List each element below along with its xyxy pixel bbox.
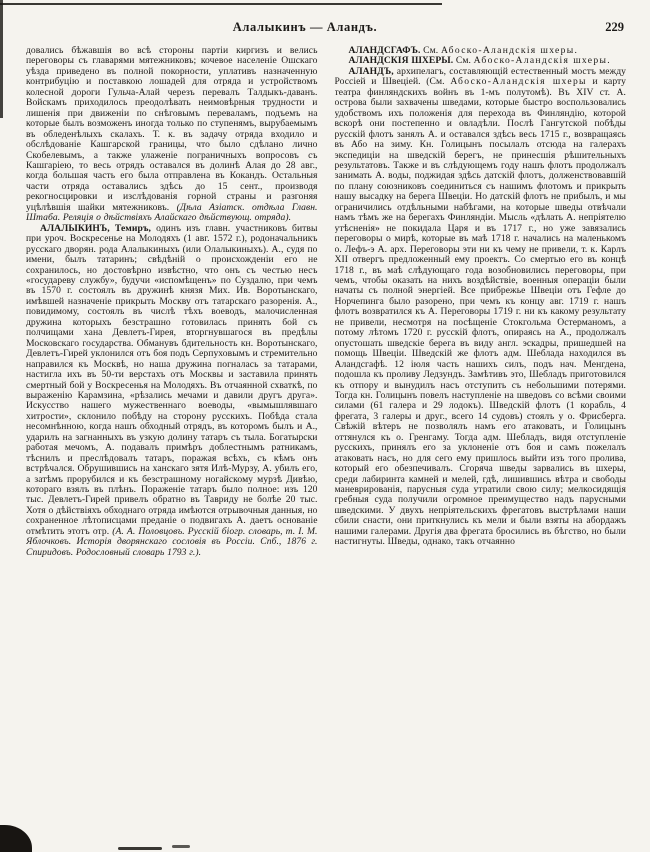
paragraph-alandskia-shkhery-entry: АЛАНДСКІЯ ШХЕРЫ. См. Абоско-Аландскія шхеры. — [348, 55, 610, 67]
right-column — [335, 46, 627, 846]
running-title: Алалыкинъ — Аландъ. — [232, 20, 378, 34]
paragraph-aland-entry: АЛАНДЪ, архипелагъ, составляющій естественный мостъ между Россіей и Швеціей. (См. Абоско-Аландскія шхеры и карту театра финляндскихъ войнъ въ 1-мъ полутомѣ). Въ XIV ст. А. острова были захвачены шведами, которые быстро воспользовались удобствомъ ихъ положенія для перехода въ Финляндію, которой вскорѣ они постепенно и овладѣли. Послѣ Гангутской побѣды русскій флотъ занялъ А. и оставался здѣсь весь 1715 г., возвращаясь въ Або на зиму. Кн. Голицынъ посылалъ отсюда на галерахъ экспедиціи на шведскій берегъ, не принесшія рѣшительныхъ результатовъ. Также и въ слѣдующемъ году нашъ флотъ продолжалъ занимать А. воды, поджидая здѣсь датскій флотъ, долженствовавшій по плану союзниковъ соединиться съ нашимъ флотомъ и прикрыть нашу высадку на берега Швеціи. Но датскій флотъ не прибылъ, и мы ограничились отдѣльными набѣгами, на которые шведы отвѣчали намъ тѣмъ же на берегахъ Финляндіи. Мысль «дѣлать А. непріятелю утѣсненія» не покидала Царя и въ 1717 г., но уже завязались переговоры о мирѣ, которые въ маѣ 1718 г. начались на маленькомъ о. Лефъ-э А. арх. Переговоры эти ни къ чему не привели, т. к. Карлъ XII отвергъ предложенный ему проектъ. Со смертью его въ концѣ 1718 г., въ маѣ слѣдующаго года возобновились переговоры, при чемъ, чтобы оказать на нихъ воздѣйствіе, военныя операціи были начаты съ полной энергіей. Все прибрежье Швеціи отъ Гефле до Норчепинга было разорено, при чемъ къ концу авг. 1719 г. нашъ флотъ возвратился къ А. Переговоры 1719 г. ни къ какому результату не привели, несмотря на посѣщеніе Стокгольма Остерманомъ, а потому лѣтомъ 1720 г. русскій флотъ, опираясь на А., продолжалъ опустошать шведскіе берега въ виду англ. эскадры, пришедшей на помощь Швеціи. Шведскій же флотъ адм. Шеблада находился въ Аландсгафѣ. 12 іюля часть нашихъ силъ, подъ нач. Менгдена, подошла къ проливу Ледзундъ. Замѣтивъ это, Шебладъ приготовился къ отпору и вынудилъ насъ отступить съ небольшими потерями. Тогда кн. Голицынъ повелъ наступленіе на шведовъ со всѣми своими силами (61 галера и 29 лодокъ). Шведскій флотъ (1 корабль, 4 фрегата, 3 галеры и друг., всего 14 судовъ) стоялъ у о. Фрисберга. Свѣжій вѣтеръ не позволялъ намъ его атаковать, и Голицынъ оттянулся къ о. Гренгаму. Тогда адм. Шебладъ, видя отступленіе русскихъ, принялъ его за уклоненіе отъ боя и самъ пожелалъ атаковать насъ, но для сего ему пришлось выйти изъ того пролива, который его обезпечивалъ. Сгоряча шведы зарвались въ шхеры, среди лабиринта камней и мелей, гдѣ, лишившись вѣтра и свободы маневрированія, парусныя суда утратили свою силу; мелкосидящія гребныя суда получили огромное преимущество надъ парусными шведскими. У двухъ непріятельскихъ фрегатовъ выстрѣлами наши сбили снасти, они приткнулись къ мели и были взяты на абордажъ нашими галерами. Другія два фрегата бросились въ бѣгство, но были настигнуты. Шведы, однако, такъ отчаянно — [334, 65, 626, 548]
page-header — [0, 20, 650, 36]
scan-artifact-bottom-mark-1 — [118, 847, 162, 850]
paragraph-alai-detachment-continuation: довались бѣжавшія во всѣ стороны партіи киргизъ и велись переговоры съ главарями мятежниковъ; кочевое населеніе Ошскаго уѣзда приведено въ полной покорности, уплативъ назначенную контрибуцію и поставкою лошадей для отряда и устройствомъ колесной дороги Гульча-Алай черезъ перевалъ Талдыкъ-даванъ. Войскамъ приходилось преодолѣвать неимовѣрныя трудности и лишенія при движеніи по снѣговымъ переваламъ, подъемъ на которые былъ возможенъ иногда только по ступенямъ, вырубаемымъ въ обледенѣлыхъ скалахъ. Т. к. въ задачу отряда входило и обслѣдованіе Кашгарской границы, что было сдѣлано лично Скобелевымъ, а также улаженіе пограничныхъ вопросовъ съ Кашгаріею, то весь отрядъ оставался въ долинѣ Алая до 28 авг., когда большая часть его была отправлена въ Кокандъ. Остальныя части отряда оставались здѣсь до 15 сент., производя рекогносцировки и изслѣдованія горной страны и разгоняя уцѣлѣвшія шайки мятежниковъ. (Дѣла Азіатск. отдѣла Главн. Штаба. Реляція о дѣйствіяхъ Алайскаго дѣйствующ. отряда). — [26, 46, 318, 224]
paragraph-alandsgaf-entry: АЛАНДСГАФЪ. См. Абоско-Аландскія шхеры. — [348, 46, 577, 56]
scan-artifact-top-edge — [0, 3, 442, 5]
page-number: 229 — [605, 20, 624, 34]
left-column — [26, 46, 318, 846]
paragraph-alalykin-entry: АЛАЛЫКИНЪ, Темиръ, одинъ изъ главн. участниковъ битвы при уроч. Воскресенье на Молодяхъ (1 авг. 1572 г.), родоначальникъ русскаго дворян. рода Алалыкиныхъ (или Олалыкиныхъ). А., судя по имени, былъ татаринъ; свѣдѣній о происхожденіи его не сохранилось, но достовѣрно извѣстно, что онъ съ честью несъ «государеву службу», будучи «испомѣщенъ» по Суздалю, при чемъ въ 1570 г. состоялъ въ дружинѣ князя Мих. Ив. Воротынскаго, имѣвшей назначеніе прикрыть Москву отъ татарскаго разоренія. А., повидимому, состоялъ въ числѣ тѣхъ воеводъ, малочисленная дружина которыхъ безстрашно готовилась принять бой съ полчищами хана Девлетъ-Гирея, вторгнувшагося въ предѣлы Московскаго государства. Обманувъ бдительность кн. Воротынскаго, Девлетъ-Гирей уклонился отъ боя подъ Серпуховымъ и стремительно направился къ Москвѣ, но наша дружина погналась за татарами, настигла ихъ въ 50-ти верстахъ отъ Москвы и заставила принять смертный бой у Воскресенья на Молодяхъ. Въ отчаянной схваткѣ, по выраженію Карамзина, «рѣзались мечами и давили другъ друга». Искусство нашего мужественнаго воеводы, «вымышлявшаго хитрости», склонило побѣду на сторону русскихъ. Побѣда стала несомнѣнною, когда нашъ обходный отрядъ, въ которомъ былъ и А., ударилъ на загнанныхъ въ узкую долину татаръ съ тыла. Богатырски работая мечомъ, А. подавалъ примѣръ доблестнымъ ратникамъ, тѣснилъ и преслѣдовалъ татаръ, поражая всѣхъ, съ кѣмъ онъ встрѣчался. Обрушившись на ханскаго зятя Илѣ-Мурзу, А. убилъ его, а затѣмъ прорубился и къ безстрашному ногайскому мурзѣ Дивѣю, котораго взялъ въ плѣнъ. Пораженіе татаръ было полное: изъ 120 тыс. Девлетъ-Гирей привелъ обратно въ Тавриду не болѣе 20 тыс. Хотя о дѣйствіяхъ обходнаго отряда имѣются отрывочныя данныя, но сохраненное лѣтописцами преданіе о подвигахъ А. даетъ основаніе отмѣтить этотъ отр. (А. А. Половцовъ. Русскій біогр. словарь, т. I. М. Яблочковъ. Исторія дворянскаго сословія въ Россіи. Спб., 1876 г. Спиридовъ. Родословный словарь 1793 г.). — [26, 222, 318, 558]
text-columns — [26, 46, 626, 846]
scan-artifact-left-edge — [0, 0, 3, 118]
